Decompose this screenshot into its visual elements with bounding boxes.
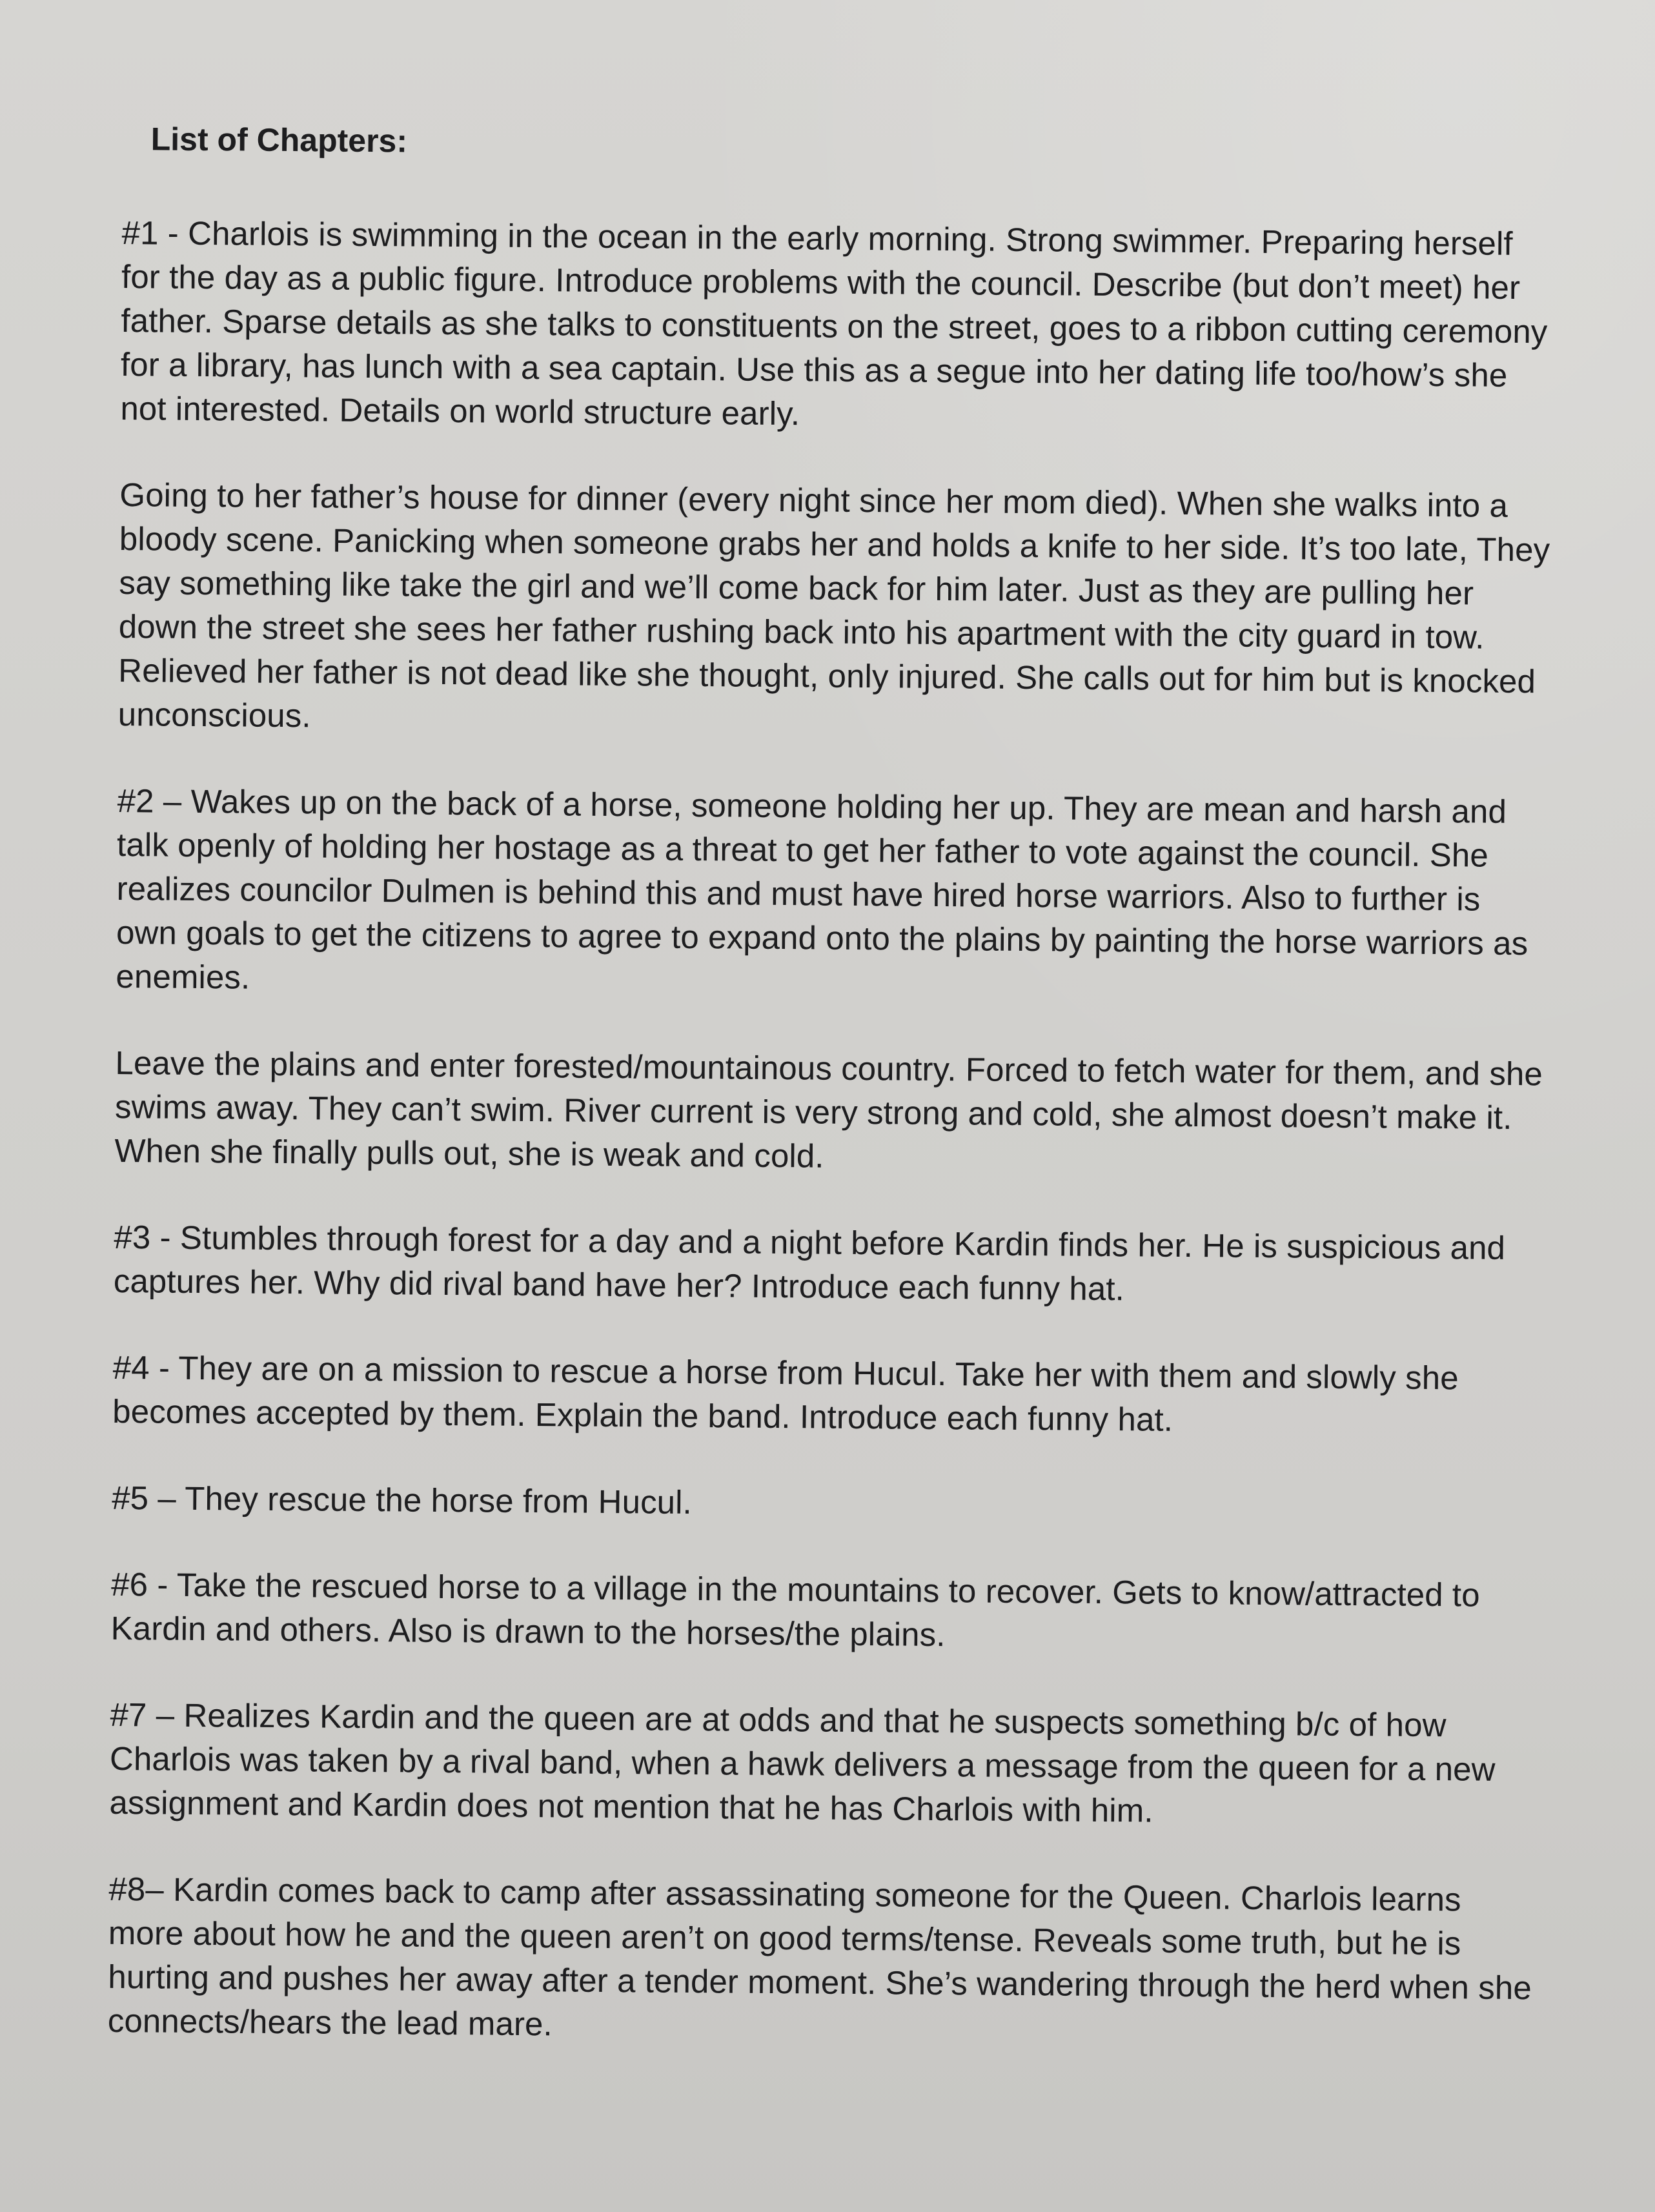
chapter-1-paragraph: #1 - Charlois is swimming in the ocean in the early morning. Strong swimmer. Preparing herself for the day as a public figure. Introduce problems with the council. Describe (but don’t meet) her father. Sparse details as she talks to constituents on the street, goes to a ribbon cutting ceremony for a library, has lunch with a sea captain. Use this as a segue into her dating life too/how’s she not interested. Details on world structure early. (120, 214, 1548, 432)
chapter-1-continued-paragraph: Going to her father’s house for dinner (every night since her mom died). When she walks into a bloody scene. Panicking when someone grabs her and holds a knife to her side. It’s too late, They say something like take the girl and we’ll come back for him later. Just as they are pulling her down the street she sees her father rushing back into his apartment with the city guard in tow. Relieved her father is not dead like she thought, only injured. She calls out for him but is knocked unconscious. (117, 476, 1550, 735)
chapter-4-paragraph: #4 - They are on a mission to rescue a horse from Hucul. Take her with them and slowly she becomes accepted by them. Explain the band. Introduce each funny hat. (112, 1348, 1459, 1438)
chapter-8-paragraph: #8– Kardin comes back to camp after assassinating someone for the Queen. Charlois learns more about how he and the queen aren’t on good terms/tense. Reveals some truth, but he is hurting and pushes her away after a tender moment. She’s wandering through the herd when she connects/hears the lead mare. (107, 1870, 1532, 2043)
chapter-6-paragraph: #6 - Take the rescued horse to a village in the mountains to recover. Gets to know/attracted to Kardin and others. Also is drawn to the horses/the plains. (110, 1565, 1480, 1654)
chapter-2-paragraph: #2 – Wakes up on the back of a horse, someone holding her up. They are mean and harsh and talk openly of holding her hostage as a threat to get her father to vote against the council. She realizes councilor Dulmen is behind this and must have hired horse warriors. Also to further is own goals to get the citizens to agree to expand onto the plains by painting the horse warriors as enemies. (116, 782, 1528, 996)
chapter-2-continued-paragraph: Leave the plains and enter forested/mountainous country. Forced to fetch water for them, and she swims away. They can’t swim. River current is very strong and cold, she almost doesn’t make it. When she finally pulls out, she is weak and cold. (114, 1044, 1543, 1175)
chapter-7-paragraph: #7 – Realizes Kardin and the queen are at odds and that he suspects something b/c of how Charlois was taken by a rival band, when a hawk delivers a message from the queen for a new assignment and Kardin does not mention that he has Charlois with him. (109, 1696, 1496, 1829)
document-body (107, 119, 1556, 2096)
document-heading: List of Chapters: (150, 121, 408, 159)
chapter-5-paragraph: #5 – They rescue the horse from Hucul. (112, 1479, 693, 1521)
chapter-3-paragraph: #3 - Stumbles through forest for a day and a night before Kardin finds her. He is suspicious and captures her. Why did rival band have her? Introduce each funny hat. (113, 1218, 1506, 1308)
